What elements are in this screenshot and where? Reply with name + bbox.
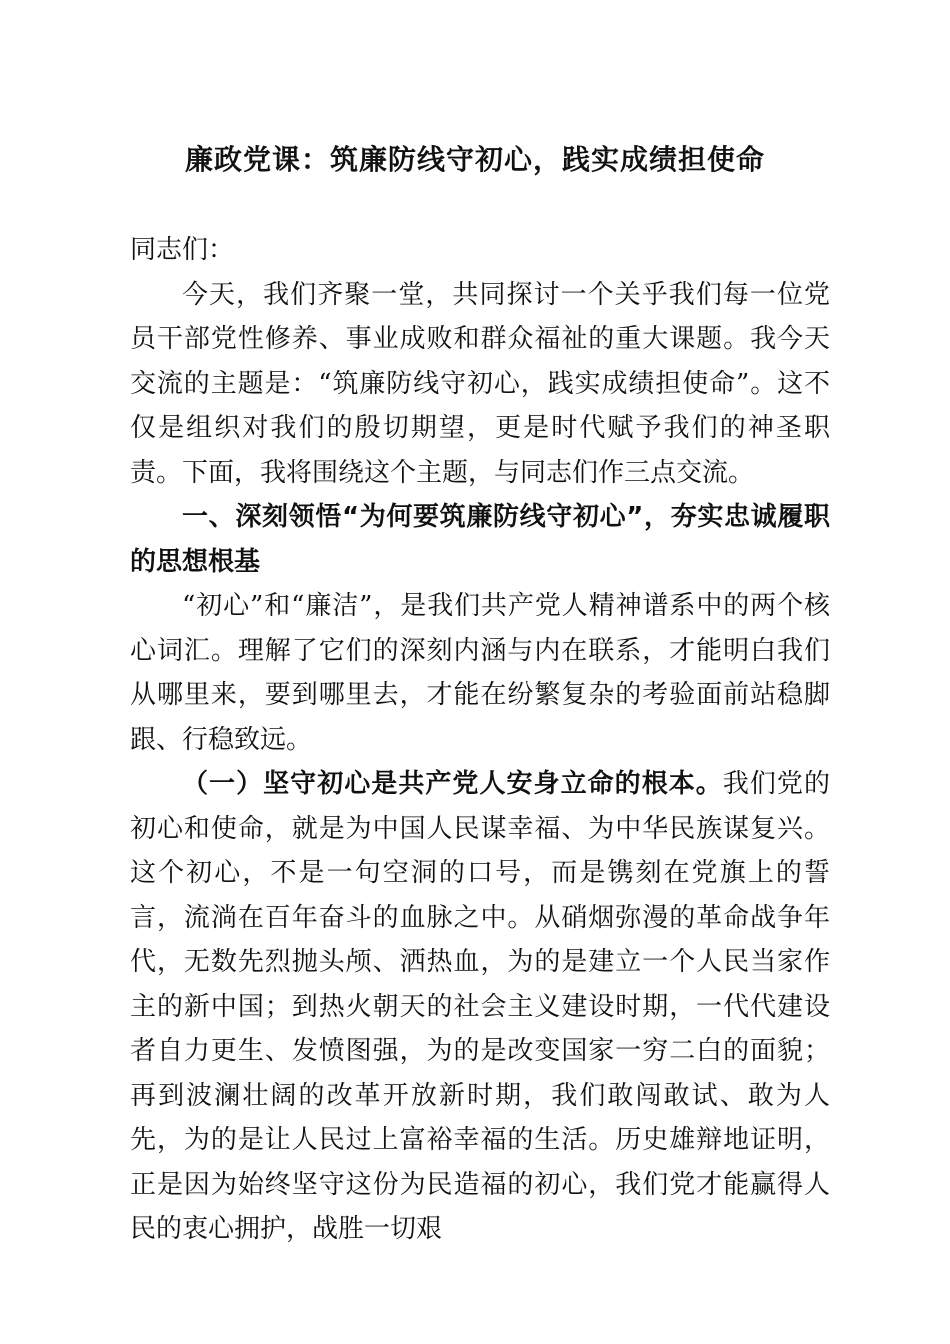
subsection-1-heading: （一）坚守初心是共产党人安身立命的根本。 <box>182 769 723 799</box>
intro-paragraph: 今天，我们齐聚一堂，共同探讨一个关乎我们每一位党员干部党性修养、事业成败和群众福祉的重大课题。我今天交流的主题是：“筑廉防线守初心，践实成绩担使命”。这不仅是组织对我们的殷切期望，更是时代赋予我们的神圣职责。下面，我将围绕这个主题，与同志们作三点交流。 <box>130 279 830 488</box>
subsection-1-paragraph <box>130 762 830 1252</box>
subsection-1-text: 我们党的初心和使命，就是为中国人民谋幸福、为中华民族谋复兴。这个初心，不是一句空洞的口号，而是镌刻在党旗上的誓言，流淌在百年奋斗的血脉之中。从硝烟弥漫的革命战争年代，无数先烈抛头颅、洒热血，为的是建立一个人民当家作主的新中国；到热火朝天的社会主义建设时期，一代代建设者自力更生、发愤图强，为的是改变国家一穷二白的面貌；再到波澜壮阔的改革开放新时期，我们敢闯敢试、敢为人先，为的是让人民过上富裕幸福的生活。历史雄辩地证明，正是因为始终坚守这份为民造福的初心，我们党才能赢得人民的衷心拥护，战胜一切艰 <box>130 769 830 1244</box>
salutation: 同志们： <box>130 235 235 265</box>
section-1-heading: 一、深刻领悟“为何要筑廉防线守初心”，夯实忠诚履职的思想根基 <box>130 502 830 577</box>
document-title: 廉政党课：筑廉防线守初心，践实成绩担使命 <box>184 143 765 176</box>
section-1-paragraph: “初心”和“廉洁”，是我们共产党人精神谱系中的两个核心词汇。理解了它们的深刻内涵与内在联系，才能明白我们从哪里来，要到哪里去，才能在纷繁复杂的考验面前站稳脚跟、行稳致远。 <box>130 591 830 755</box>
document-body <box>130 228 830 1252</box>
